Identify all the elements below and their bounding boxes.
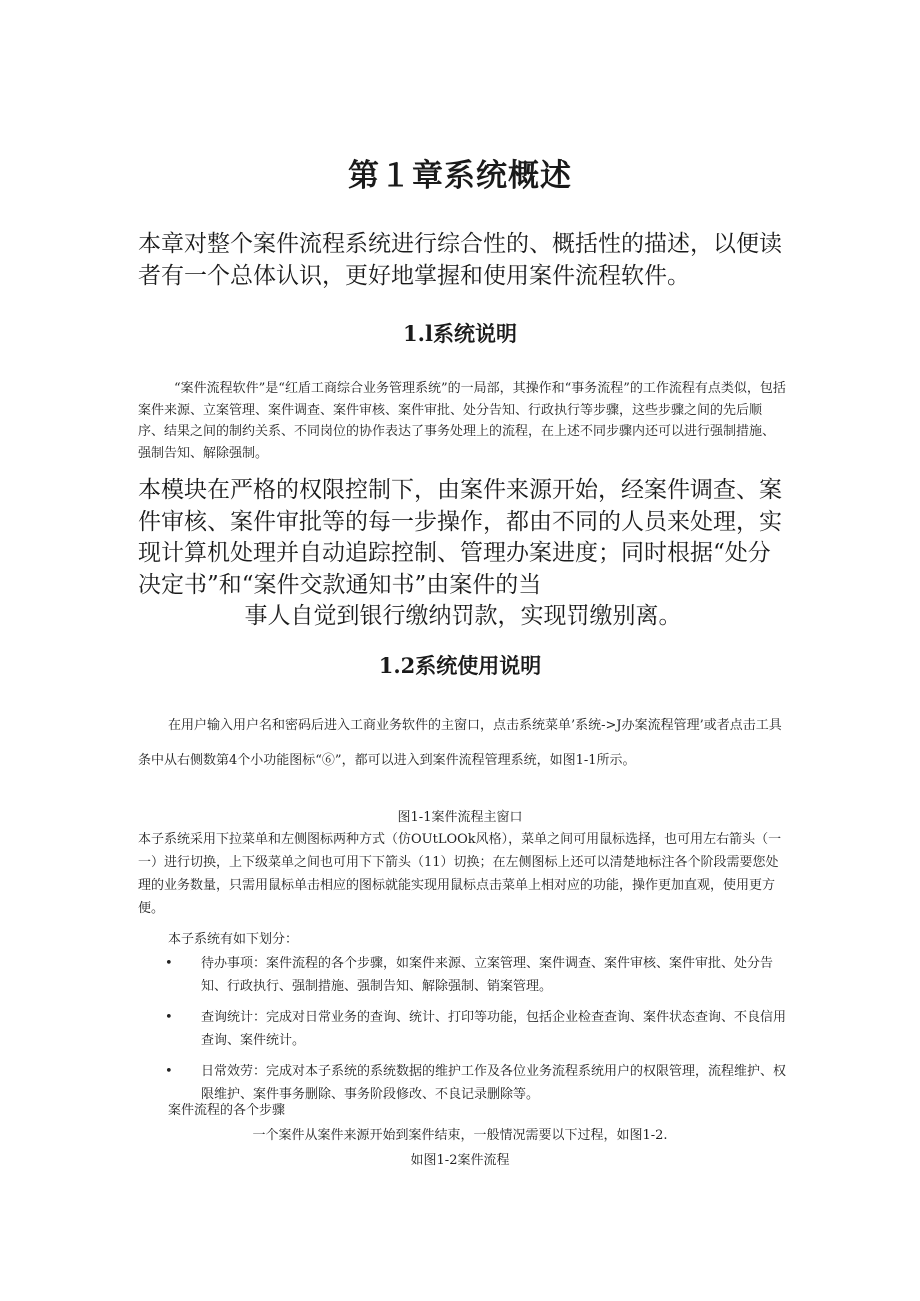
module-paragraph-main: 本模块在严格的权限控制下，由案件来源开始，经案件调查、案件审核、案件审批等的每一步操作，都由不同的人员来处理，实现计算机处理并自动追踪控制、管理办案进度；同时根据“处分决定书”和“案件交款通知书”由案件的当 [138, 477, 782, 598]
list-item-text: 查询统计：完成对日常业务的查询、统计、打印等功能，包括企业检查查询、案件状态查询、不良信用查询、案件统计。 [201, 1010, 787, 1048]
list-item [165, 952, 787, 998]
section-1-title: 1.l系统说明 [403, 321, 517, 346]
figure-1-caption: 图1-1案件流程主窗口 [397, 810, 523, 825]
module-paragraph-last-line: 事人自觉到银行缴纳罚款，实现罚缴别离。 [244, 603, 682, 629]
chapter-title: 第１章系统概述 [348, 158, 572, 194]
section-1-paragraph: “案件流程软件”是“红盾工商综合业务管理系统”的一局部，其操作和“事务流程”的工作流程有点类似，包括案件来源、立案管理、案件调查、案件审核、案件审批、处分告知、行政执行等步骤，这些步骤之间的先后顺序、结果之间的制约关系、不同岗位的协作表达了事务处理上的流程，在上述不同步骤内还可以进行强制措施、强制告知、解除强制。 [138, 381, 786, 462]
bullet-icon: • [165, 1010, 173, 1025]
list-item-text: 日常效劳：完成对本子系统的系统数据的维护工作及各位业务流程系统用户的权限管理，流程维护、权限维护、案件事务删除、事务阶段修改、不良记录删除等。 [201, 1064, 787, 1102]
steps-heading: 案件流程的各个步骤 [168, 1103, 286, 1118]
division-intro: 本子系统有如下划分： [168, 932, 299, 947]
module-paragraph [138, 475, 788, 633]
steps-paragraph: 一个案件从案件来源开始到案件结束，一般情况需要以下过程，如图1-2. [252, 1128, 668, 1143]
figure-2-caption: 如图1-2案件流程 [410, 1153, 510, 1168]
section-2-title: 1.2系统使用说明 [378, 653, 542, 678]
usage-paragraph: 在用户输入用户名和密码后进入工商业务软件的主窗口，点击系统菜单’系统->J办案流程管理’或者点击工具条中从右侧数第4个小功能图标“⑥”，都可以进入到案件流程管理系统，如图1-1所示。 [138, 718, 782, 768]
navigation-paragraph: 本子系统采用下拉菜单和左侧图标两种方式（仿OUtLOOk风格），菜单之间可用鼠标选择，也可用左右箭头（一一）进行切换，上下级菜单之间也可用下下箭头（11）切换；在左侧图标上还可以清楚地标注各个阶段需要您处理的业务数量，只需用鼠标单击相应的图标就能实现用鼠标点击菜单上相对应的功能，操作更加直观，使用更方便。 [138, 832, 782, 916]
bullet-icon: • [165, 956, 173, 971]
list-item-text: 待办事项：案件流程的各个步骤，如案件来源、立案管理、案件调查、案件审核、案件审批、处分告知、行政执行、强制措施、强制告知、解除强制、销案管理。 [201, 956, 774, 994]
list-item [165, 1006, 787, 1052]
bullet-icon: • [165, 1064, 173, 1079]
chapter-intro: 本章对整个案件流程系统进行综合性的、概括性的描述，以便读者有一个总体认识，更好地掌握和使用案件流程软件。 [138, 231, 782, 289]
division-list [165, 952, 787, 1114]
